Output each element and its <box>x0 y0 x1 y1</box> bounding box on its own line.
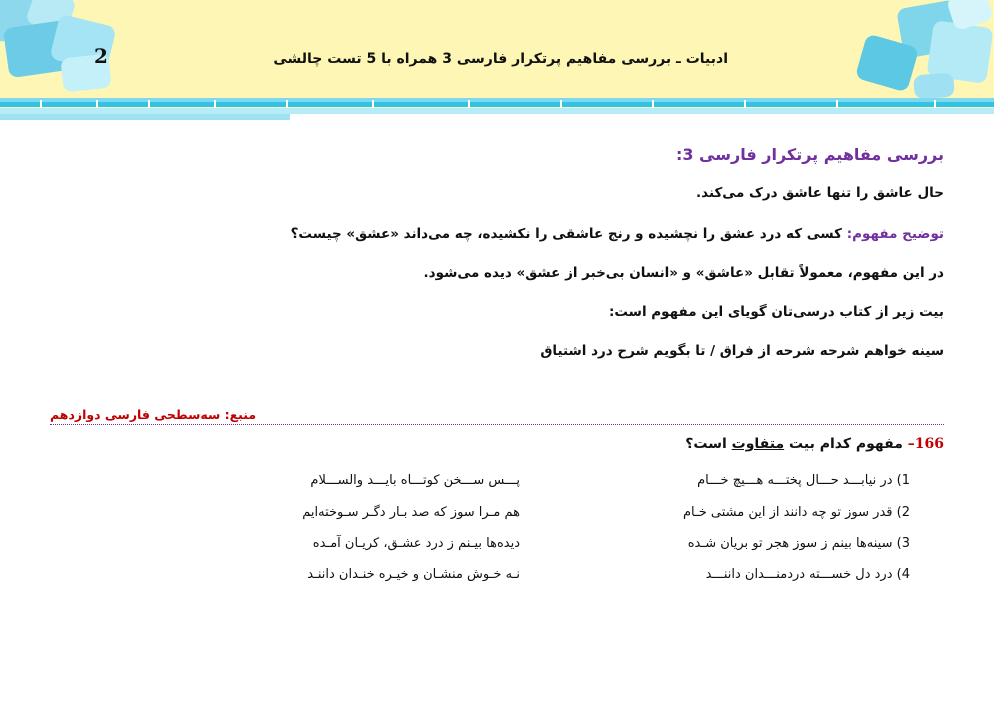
stripe-tick <box>836 100 838 108</box>
option-3[interactable] <box>630 536 910 551</box>
decor-square <box>913 73 955 100</box>
option-first-hemistich: در نیابـــد حـــال پختـــه هـــیچ خـــام <box>697 473 893 488</box>
stripe-tick <box>40 100 42 108</box>
page-header <box>0 0 994 120</box>
stripe-tick <box>286 100 288 108</box>
option-4[interactable] <box>630 567 910 582</box>
verse-line: سینه خواهم شرحه شرحه از فراق / تا بگویم شرح درد اشتیاق <box>540 343 944 359</box>
explanation-text: کسی که درد عشق را نچشیده و رنج عاشقی را نکشیده، چه می‌داند «عشق» چیست؟ <box>290 226 843 242</box>
question-text-before: مفهوم کدام بیت <box>789 436 903 452</box>
stripe-tick <box>652 100 654 108</box>
question-text-after: است؟ <box>685 436 727 452</box>
question-stem <box>685 436 944 452</box>
page-number: 2 <box>94 44 108 68</box>
option-1[interactable] <box>630 473 910 488</box>
contrast-line: در این مفهوم، معمولاً تقابل «عاشق» و «انسان بی‌خبر از عشق» دیده می‌شود. <box>423 265 944 281</box>
question-dash: – <box>907 436 915 452</box>
question-number: 166 <box>914 436 944 452</box>
stripe-tick <box>148 100 150 108</box>
verse-intro: بیت زیر از کتاب درسی‌تان گویای این مفهوم است: <box>608 304 944 320</box>
option-4-second-hemistich: نـه خـوش منشـان و خیـره خنـدان داننـد <box>307 567 520 582</box>
stripe-tick <box>372 100 374 108</box>
option-number: 4) <box>896 567 910 582</box>
section-title: بررسی مفاهیم پرتکرار فارسی 3: <box>675 145 944 164</box>
option-1-second-hemistich: پـــس ســـخن کوتـــاه بایـــد والســـلام <box>310 473 520 488</box>
stripe-tick <box>468 100 470 108</box>
stripe-tick <box>214 100 216 108</box>
explanation-label: توضیح مفهوم: <box>846 226 944 242</box>
stripe-tick <box>934 100 936 108</box>
option-first-hemistich: قدر سوز تو چه دانند از این مشتی خـام <box>682 505 893 520</box>
stripe-tick <box>744 100 746 108</box>
option-first-hemistich: سینه‌ها بینم ز سوز هجر تو بریان شـده <box>687 536 893 551</box>
option-number: 1) <box>896 473 910 488</box>
source-row <box>50 406 944 425</box>
option-3-second-hemistich: دیده‌ها بیـنم ز درد عشـق، کریـان آمـده <box>312 536 520 551</box>
header-title: ادبیات ـ بررسی مفاهیم پرتکرار فارسی 3 همراه با 5 تست چالشی <box>273 51 728 67</box>
option-2[interactable] <box>630 505 910 520</box>
option-first-hemistich: درد دل خســـته دردمنـــدان داننـــد <box>705 567 893 582</box>
option-2-second-hemistich: هم مـرا سوز که صد بـار دگـر سـوخته‌ایم <box>302 505 520 520</box>
source-text: منبع: سه‌سطحی فارسی دوازدهم <box>50 407 260 422</box>
concept-line: حال عاشق را تنها عاشق درک می‌کند. <box>696 185 944 201</box>
stripe-tick <box>96 100 98 108</box>
explanation-line <box>291 226 944 242</box>
option-number: 3) <box>896 536 910 551</box>
stripe-tick <box>560 100 562 108</box>
question-underlined-word: متفاوت <box>731 436 785 452</box>
option-number: 2) <box>896 505 910 520</box>
header-stripe <box>0 114 290 120</box>
